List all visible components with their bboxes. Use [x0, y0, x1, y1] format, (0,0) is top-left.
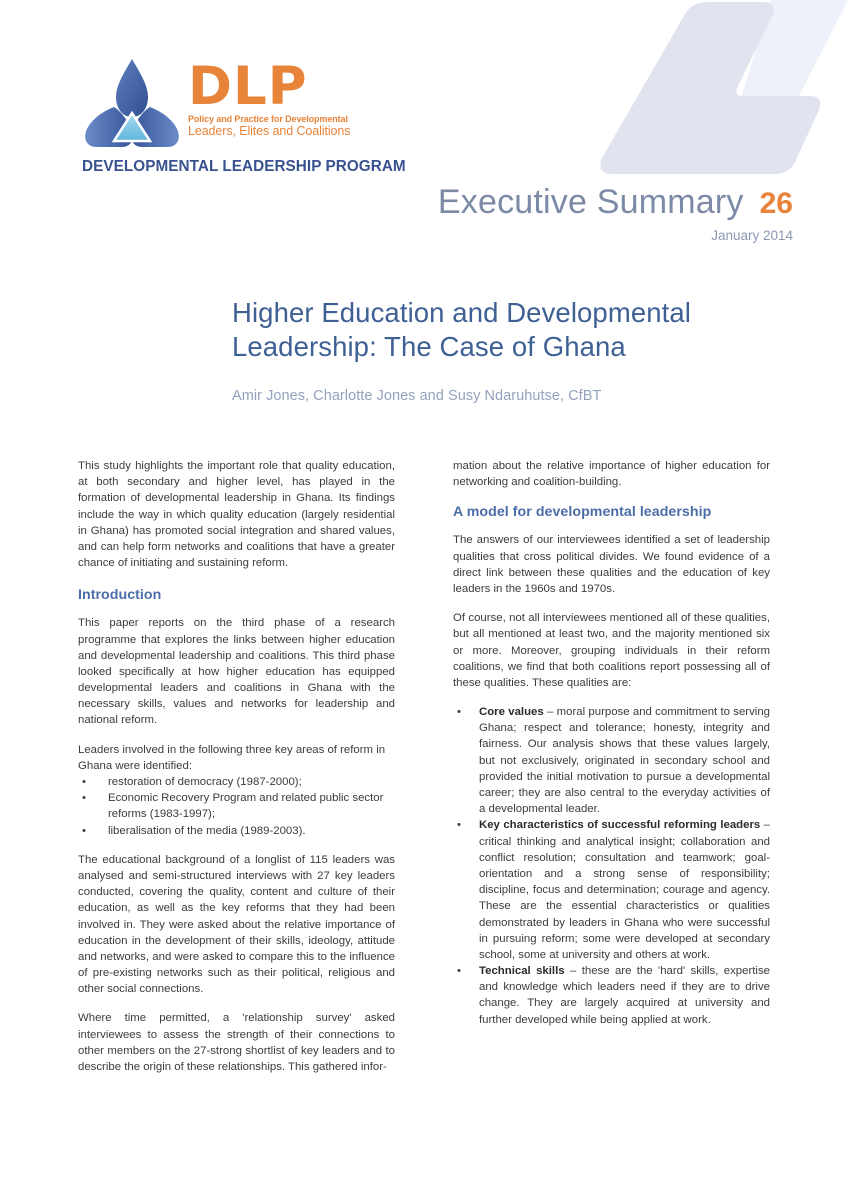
authors: Amir Jones, Charlotte Jones and Susy Ndaruhutse, CfBT	[232, 388, 602, 405]
left-column	[78, 458, 395, 1088]
list-item	[453, 704, 770, 817]
model-paragraph-2: Of course, not all interviewees mentioned all of these qualities, but all mentioned at least two, and the majority mentioned six or more. Moreover, grouping individuals in their reform coalitions, we find that both coalitions report possessing all of these qualities. These qualities are:	[453, 612, 770, 689]
reform-areas-list	[78, 774, 395, 839]
series-title: Executive Summary	[437, 183, 744, 221]
page-title	[232, 296, 792, 363]
quality-description: – moral purpose and commitment to serving Ghana; respect and tolerance; honesty, integrity and fairness. Our analysis shows that these values largely, but not exclusively, originated in secondary school and provided the initial motivation to pursue a developmental career; they are also central to the everyday activities of a developmental leader.	[479, 706, 770, 816]
page-title-line1: Higher Education and Developmental	[232, 297, 691, 328]
quality-description: – critical thinking and analytical insight; collaboration and conflict resolution; consultation and teamwork; goal-orientation and a strong sense of responsibility; discipline, focus and determination; courage and agency. These are the essential characteristics or qualities demonstrated by leaders in Ghana who were successful in pursuing reform; some were developed at secondary school, some at university and others at work.	[479, 819, 771, 961]
quality-term: Technical skills	[479, 965, 565, 978]
logo-text-group	[188, 55, 350, 139]
quality-description: – these are the 'hard' skills, expertise and knowledge which leaders need if they are to drive change. They are largely acquired at university and further developed while being applied at work.	[479, 965, 770, 1026]
intro-paragraph-2: Leaders involved in the following three key areas of reform in Ghana were identified:	[78, 743, 386, 772]
list-item: • restoration of democracy (1987-2000);	[78, 774, 395, 790]
title-block	[232, 296, 792, 404]
body-columns	[78, 458, 770, 1088]
abstract-paragraph: This study highlights the important role that quality education, at both secondary and higher level, has played in the formation of developmental leadership in Ghana. Its findings include the way in which quality education (largely residential in Ghana) has promoted social integration and shared values, and can help form networks and coalitions that have a greater chance of initiating and sustaining reform.	[78, 460, 395, 570]
list-item: • Economic Recovery Program and related public sector reforms (1983-1997);	[78, 790, 395, 822]
decorative-quote-graphic	[588, 0, 848, 185]
list-item: • liberalisation of the media (1989-2003).	[78, 823, 395, 839]
list-item	[453, 817, 770, 963]
dlp-triangle-logo-icon	[82, 55, 182, 153]
logo-wordmark: DLP	[188, 56, 308, 117]
heading-model: A model for developmental leadership	[453, 504, 712, 521]
list-item	[453, 963, 770, 1028]
page-title-line2: Leadership: The Case of Ghana	[232, 330, 626, 362]
model-paragraph-1: The answers of our interviewees identified a set of leadership qualities that cross political divides. We found evidence of a direct link between these qualities and the education of key leaders in the 1960s and 1970s.	[453, 534, 770, 595]
heading-introduction: Introduction	[78, 587, 162, 604]
quality-term: Core values	[479, 706, 544, 719]
intro-paragraph-3: The educational background of a longlist of 115 leaders was analysed and semi-structured interviews with 27 key leaders conducted, covering the quality, content and culture of their education, as well as the key reforms that they had been involved in. They were asked about the relative importance of education in the development of their skills, ideology, attitude and networks, and were asked to compare this to the influence of pre-existing networks such as their political, religious and other social connections.	[78, 853, 395, 996]
logo-lockup	[82, 55, 382, 153]
masthead	[82, 55, 406, 175]
intro-paragraph-4: Where time permitted, a 'relationship survey' asked interviewees to assess the strength of their connections to other members on the 27-strong shortlist of key leaders and to describe the origin of these relationships. This gathered infor-	[78, 1012, 395, 1073]
logo-tagline-line2: Leaders, Elites and Coalitions	[188, 124, 351, 139]
qualities-list	[453, 704, 770, 1028]
logo-banner: DEVELOPMENTAL LEADERSHIP PROGRAM	[82, 158, 406, 175]
intro-paragraph-1: This paper reports on the third phase of a research programme that explores the links between higher education and developmental leadership and coalitions. This third phase looked specifically at how higher education has equipped developmental leaders and coalitions in Ghana with the necessary skills, values and networks for leadership and national reform.	[78, 617, 395, 727]
logo-tagline-line1: Policy and Practice for Developmental	[188, 113, 348, 124]
publication-date: January 2014	[711, 228, 793, 243]
quality-term: Key characteristics of successful reforming leaders	[479, 819, 761, 832]
quote-mark-icon	[588, 0, 848, 185]
continuation-paragraph: mation about the relative importance of higher education for networking and coalition-building.	[453, 460, 770, 489]
logo-tagline	[188, 114, 350, 139]
executive-summary-header	[438, 183, 793, 243]
right-column	[453, 458, 770, 1088]
issue-number: 26	[759, 187, 793, 220]
